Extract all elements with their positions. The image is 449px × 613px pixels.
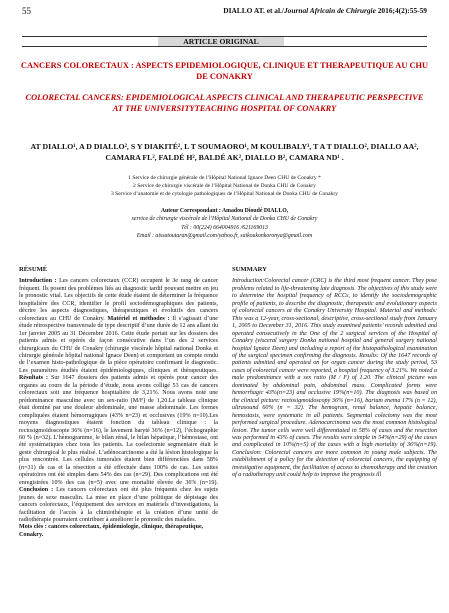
title-english: COLORECTAL CANCERS: EPIDEMIOLOGICAL ASPECTS CLINICAL AND THERAPEUTIC PERSPECTIVE AT THE UNIVERSITYTEACHING HOSPITAL OF CONAKRY bbox=[25, 93, 424, 113]
article-type-banner: ARTICLE ORIGINAL bbox=[158, 37, 284, 46]
affiliations bbox=[20, 174, 429, 199]
keywords: Mots clés : cancers colorectaux, épidémiologie, clinique, thérapeutique, Conakry. bbox=[19, 524, 204, 538]
intro-text: Les cancers colorectaux (CCR) occupent le 3e rang de cancer fréquent. Ils posent des problèmes liés au diagnostic tardif pouvant mettre en jeu le pronostic vital. Les objectifs de cette étude étaient de déterminer la fréquence hospitalière des CCR, identifier le profil sociodémographiques des patients, décrire les aspects diagnostiques, thérapeutiques et évolutifs des cancers colorectaux au CHU de Conakry. bbox=[19, 278, 219, 322]
affiliation-1: 1 Service de chirurgie générale de l’Hôpital National Ignace Deen CHU de Conakry * bbox=[128, 175, 321, 181]
author-list: AT DIALLO¹, A D DIALLO², S Y DIAKITÉ², L T SOUMAORO¹, M KOULIBALY³, T A T DIALLO², DIALLO AA², CAMARA FL², FALDÉ H², BALDÉ AK², DIALLO B², CAMARA ND¹ . bbox=[30, 142, 419, 162]
summary-body: Introduction:Colorectal cancer (CRC) is the third most frequent cancer. They pose problems related to life-threatening late diagnosis. The objectives of this study were to determine the hospital frequency of RCCs, to identify the sociodemographic profile of patients, to describe the diagnostic, therapeutic and evolutionary aspects of colorectal cancers at the Conakry University Hospital. Material and methods: This was a 12-year, cross-sectional, descriptive, cross-sectional study from January 1, 2005 to December 31, 2016. This study examined patients’ records admitted and operated consecutively in the One of the 2 surgical services of the Hospital of Conakry (visceral surgery Donka national hospital and general surgery national hospital Ignace Deen) and including a report of the histopathological examination of the surgical specimen confirming the diagnosis. Results: Of the 1647 records of patients admitted and operated on for organ cancer during the study period, 53 cases of colorectal cancer were reported, a hospital frequency of 3.21%. We noted a male predominance with a sex ratio (M / F) of 1.20. The clinical picture was dominated by abdominal pain, abdominal mass. Complicated forms were hemorrhagic 43%(n=23) and occlusive 19%(n=10). The diagnosis was based on the clinical picture: rectosigmoidoscopy 36% (n=16), barium enema 17% (n = 12), ultrasound 60% (n = 32). The hemogram, renal balance, hepatic balance, hemostasis, were systematic in all patients. Segmental colectomy was the most performed surgical procedure. Adenocarcinoma was the most common histological lesion. The tumor cells were well differentiated in 58% of cases and the resection was performed in 43% of cases. The results were simple in 54%(n=29) of the cases and complicated in 10%(n=5) of the cases with a high mortality of 36%(n=19). Conclusion: Colorectal cancers are more common in young male subjects. The establishment of a policy for the detection of colorectal cancers, the equipping of investigative equipment, the facilitation of access to chemotherapy and the creation of a radiotherapy unit could help to improve the prognosis ill bbox=[232, 278, 437, 479]
resume-heading: RÉSUMÉ bbox=[19, 266, 48, 273]
results-label: Résultats : bbox=[19, 375, 49, 382]
summary-heading: SUMMARY bbox=[232, 266, 267, 273]
journal-citation bbox=[223, 6, 427, 15]
results-text: Sur 1647 dossiers des patients admis et opérés pour cancer des organes au cours de la période d’étude, nous avons colligé 53 cas de cancers colorectaux soit une fréquence hospitalière de 3,21%. Nous avons noté une prédominance masculine avec un sex-ratio (M/F) de 1,20.Le tableau clinique était dominé par une douleur abdominale, une masse abdominale. Les formes compliquées étaient hémorragiques (43% n=23) et occlusives (19% n=10).Les moyens diagnostiques étaient fonction du tableau clinique : la rectosigmoïdoscopie 36% (n=16), le lavement baryté 36% (n=12), l’échographie 60 % (n=32). L’hémogramme, le bilan rénal, le bilan hépatique, l’hémostase, ont été systématiques chez tous les patients. La coelectomie segmentaire était le geste chirurgical le plus réalisé. L’adénocarcinome a été la lésion histologique la plus rencontrée. Les cellules tumorales étaient bien différenciées dans 58% (n=31) de cas et la résection a été effectuée dans 100% de cas. Les suites opératoires ont été simples dans 54% des cas (n=29). Des complications ont été enregistrées 10% des cas (n=5) avec une mortalité élevée de 36% (n=19). bbox=[19, 375, 218, 486]
conclusion-label: Conclusion : bbox=[19, 487, 54, 494]
resume-body bbox=[19, 278, 218, 524]
conclusion-text: Les cancers colorectaux ont été plus fréquents chez les sujets jeunes de sexe masculin. La mise en place d’une politique de dépistage des cancers colorectaux, l’équipement des services en matériels d’investigations, la facilitation de l’accès à la chimiothérapie et la création d’une unité de radiothérapie pourraient contribuer à améliorer le pronostic des malades. bbox=[19, 487, 218, 523]
title-french: CANCERS COLORECTAUX : ASPECTS EPIDEMIOLOGIQUE, CLINIQUE ET THERAPEUTIQUE AU CHU DE CONAKRY bbox=[20, 61, 429, 81]
corresponding-author-label: Auteur Correspondant : Amadou Dioudé DIALLO, bbox=[160, 208, 289, 214]
abstract-english bbox=[232, 266, 437, 480]
running-header bbox=[22, 6, 427, 22]
methods-text: Il s’agissait d’une étude rétrospective transversale de type descriptif d’une durée de 12 ans allant du 1er janvier 2005 au 31 Décembre 2016. Cette étude portait sur les dossiers des patients admis et opérés de façon consécutive dans l’un des 2 services chirurgicaux du CHU de Conakry (chirurgie viscérale hôpital national Donka et chirurgie générale hôpital national Ignace Deen) et comportant un compte rendu de l’examen histo-pathologique de la pièce opératoire confirmant le diagnostic. Les paramètres étudiés étaient épidémiologiques, cliniques et thérapeutiques. bbox=[19, 315, 218, 374]
page-number: 55 bbox=[22, 6, 31, 16]
abstract-french bbox=[19, 266, 218, 539]
affiliation-2: 2 Service de chirurgie viscérale de l’Hôpital National de Donka CHU de Conakry bbox=[133, 183, 316, 190]
journal-authors: DIALLO AT. et al./ bbox=[223, 6, 284, 15]
methods-label: Matériel et méthodes : bbox=[107, 315, 170, 322]
journal-volume: 2016;4(2):55-59 bbox=[375, 6, 427, 15]
header-rule-bottom bbox=[22, 46, 427, 47]
corresponding-author-role: service de chirurgie viscérale de l’Hôpital National de Donka CHU de Conakry bbox=[131, 216, 318, 223]
corresponding-author-email: Email : aissatoutaran@gmail.com/yahoo.fr, saikoukonkoronya@gmail.com bbox=[136, 233, 313, 240]
corresponding-author bbox=[20, 207, 429, 241]
corresponding-author-phone: Tél : 00(224) 664004916 /621169013 bbox=[181, 224, 268, 231]
journal-name: Journal Africain de Chirurgie bbox=[283, 6, 376, 15]
affiliation-3: 3 Service d’anatomie et de cytologie pathologiques de l’Hôpital National de Donka CHU de Conakry bbox=[110, 191, 339, 198]
intro-label: Introduction : bbox=[19, 278, 57, 285]
